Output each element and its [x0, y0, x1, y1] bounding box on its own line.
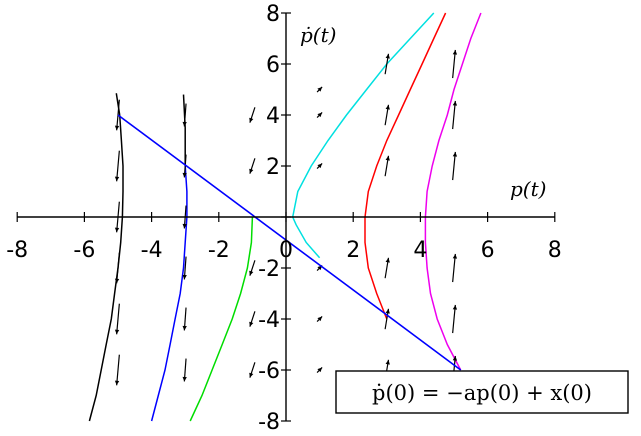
annotation-text: ṗ(0) = −ap(0) + x(0)	[372, 381, 592, 405]
y-tick-label: -6	[258, 359, 280, 384]
annotation-box	[336, 371, 628, 413]
field-arrow	[249, 158, 255, 173]
field-arrow	[385, 309, 390, 329]
x-tick-label: 0	[279, 238, 293, 263]
field-arrow	[453, 50, 457, 78]
trajectory	[184, 95, 186, 166]
y-tick-label: -4	[258, 308, 280, 333]
field-arrow	[249, 107, 255, 122]
trajectory	[293, 13, 434, 258]
field-arrow	[317, 87, 322, 92]
x-axis-label: p(t)	[510, 177, 547, 201]
field-arrow	[115, 151, 119, 182]
field-arrow	[317, 112, 322, 117]
field-arrow	[183, 359, 187, 382]
y-tick-label: 8	[266, 2, 280, 27]
trajectory	[365, 13, 446, 319]
ticks	[6, 2, 562, 435]
y-tick-label: 6	[266, 53, 280, 78]
trajectory	[152, 166, 187, 421]
field-arrow	[249, 362, 255, 377]
x-tick-label: -2	[207, 238, 230, 263]
x-tick-label: 8	[547, 238, 562, 263]
field-arrow	[115, 355, 119, 386]
field-arrow	[317, 316, 322, 321]
field-arrow	[385, 105, 390, 125]
field-arrow	[385, 258, 390, 278]
field-arrow	[385, 156, 390, 176]
field-arrow	[453, 152, 457, 180]
x-tick-label: 6	[480, 238, 495, 263]
x-tick-label: -4	[140, 238, 163, 263]
field-arrow	[453, 254, 457, 282]
field-arrow	[115, 304, 119, 335]
y-tick-label: -8	[258, 410, 280, 435]
field-arrow	[317, 367, 322, 372]
x-tick-label: 2	[346, 238, 361, 263]
y-tick-label: 4	[266, 104, 280, 129]
x-tick-label: -6	[73, 238, 96, 263]
x-tick-label: -8	[6, 238, 29, 263]
field-arrow	[183, 308, 187, 331]
field-arrow	[249, 260, 255, 275]
field-arrow	[249, 311, 255, 326]
trajectory	[425, 13, 481, 370]
y-tick-label: 2	[266, 155, 280, 180]
y-axis-label: ṗ(t)	[300, 23, 337, 47]
x-tick-label: 4	[413, 238, 428, 263]
field-arrow	[453, 101, 457, 129]
field-arrow	[453, 305, 457, 333]
y-tick-label: -2	[258, 257, 280, 282]
field-arrow	[317, 163, 322, 168]
